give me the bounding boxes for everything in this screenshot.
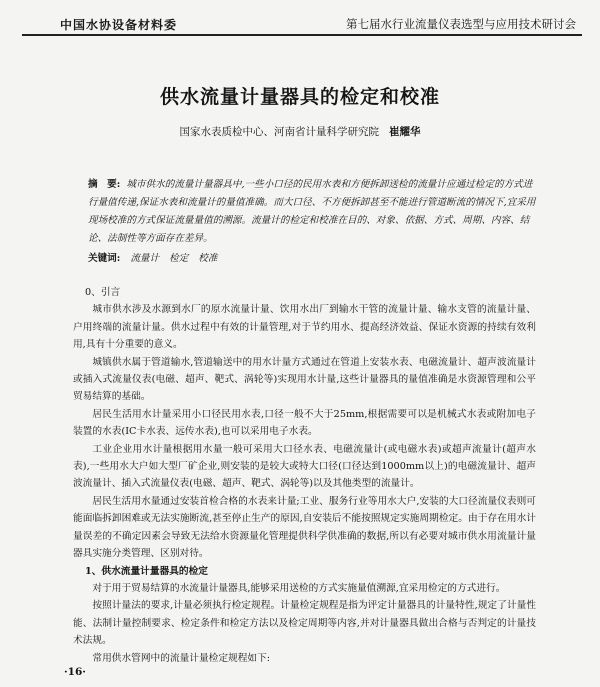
- abstract-label: 摘 要:: [88, 179, 121, 190]
- header-left-text: 中国水协设备材料委: [60, 18, 178, 32]
- author-line: [0, 124, 600, 139]
- body-text: [73, 284, 536, 667]
- section-heading: 1、供水流量计量器具的检定: [85, 565, 208, 577]
- keyword: 流量计: [130, 253, 160, 264]
- abstract-text: 城市供水的流量计量器具中,一些小口径的民用水表和方便拆卸送检的流量计应通过检定的方式进行量值传递,保证水表和流量计的量值准确。而大口径、不方便拆卸甚至不能进行管道断流的情况下,宜采用现场校准的方式保证流量量值的溯源。流量计的检定和校准在目的、对象、依据、方式、周期、内容、结论、法制性等方面存在差异。: [88, 179, 536, 244]
- keywords-label: 关键词:: [88, 253, 121, 264]
- author-affiliation: 国家水表质检中心、河南省计量科学研究院: [179, 126, 379, 138]
- abstract: [88, 176, 540, 248]
- keywords: [88, 250, 217, 264]
- header-right-text: 第七届水行业流量仪表选型与应用技术研讨会: [346, 17, 576, 31]
- running-header: [22, 14, 582, 36]
- keyword: 校准: [198, 253, 218, 264]
- paragraph: 常用供水管网中的流量计量检定规程如下:: [92, 652, 271, 664]
- paragraph: 城市供水涉及水源到水厂的原水流量计量、饮用水出厂到输水干管的流量计量、输水支管的流量计量、户用终端的流量计量。供水过程中有效的计量管理,对于节约用水、提高经济效益、保证水资源的持续有效利用,具有十分重要的意义。: [73, 304, 536, 351]
- paragraph: 对于用于贸易结算的水流量计量器具,能够采用送检的方式实施量值溯源,宜采用检定的方式进行。: [92, 582, 506, 594]
- paragraph: 城镇供水属于管道输水,管道输送中的用水计量方式通过在管道上安装水表、电磁流量计、超声波流量计或插入式流量仪表(电磁、超声、靶式、涡轮等)实现用水计量,这些计量器具的量值准确是水资源管理和公平贸易结算的基础。: [73, 356, 536, 403]
- paper-title: 供水流量计量器具的检定和校准: [159, 86, 440, 108]
- paragraph: 按照计量法的要求,计量必须执行检定规程。计量检定规程是指为评定计量器具的计量特性,规定了计量性能、法制计量控制要求、检定条件和检定方法以及检定周期等内容,并对计量器具做出合格与否判定的计量技术法规。: [73, 600, 536, 647]
- paragraph: 居民生活用水计量采用小口径民用水表,口径一般不大于25mm,根据需要可以是机械式水表或附加电子装置的水表(IC卡水表、远传水表),也可以采用电子水表。: [73, 408, 536, 438]
- page-number: ·16·: [64, 666, 86, 678]
- keyword: 检定: [169, 253, 189, 264]
- section-heading: 0、引言: [85, 287, 121, 298]
- author-name: 崔耀华: [389, 126, 421, 138]
- paragraph: 工业企业用水计量根据用水量一般可采用大口径水表、电磁流量计(或电磁水表)或超声流量计(超声水表),一些用水大户如大型厂矿企业,则安装的是较大或特大口径(口径达到1000mm以上)的电磁流量计、超声波流量计、插入式流量仪表(电磁、超声、靶式、涡轮等)以及其他类型的流量计。: [73, 443, 536, 490]
- paragraph: 居民生活用水量通过安装首检合格的水表来计量;工业、服务行业等用水大户,安装的大口径流量仪表则可能面临拆卸困难或无法实施断流,甚至停止生产的原因,自安装后不能按照规定实施周期检定。由于存在用水计量误差的不确定因素会导致无法给水资源量化管理提供科学供准确的数据,所以有必要对城市供水用流量计量器具实施分类管理、区别对待。: [73, 495, 536, 560]
